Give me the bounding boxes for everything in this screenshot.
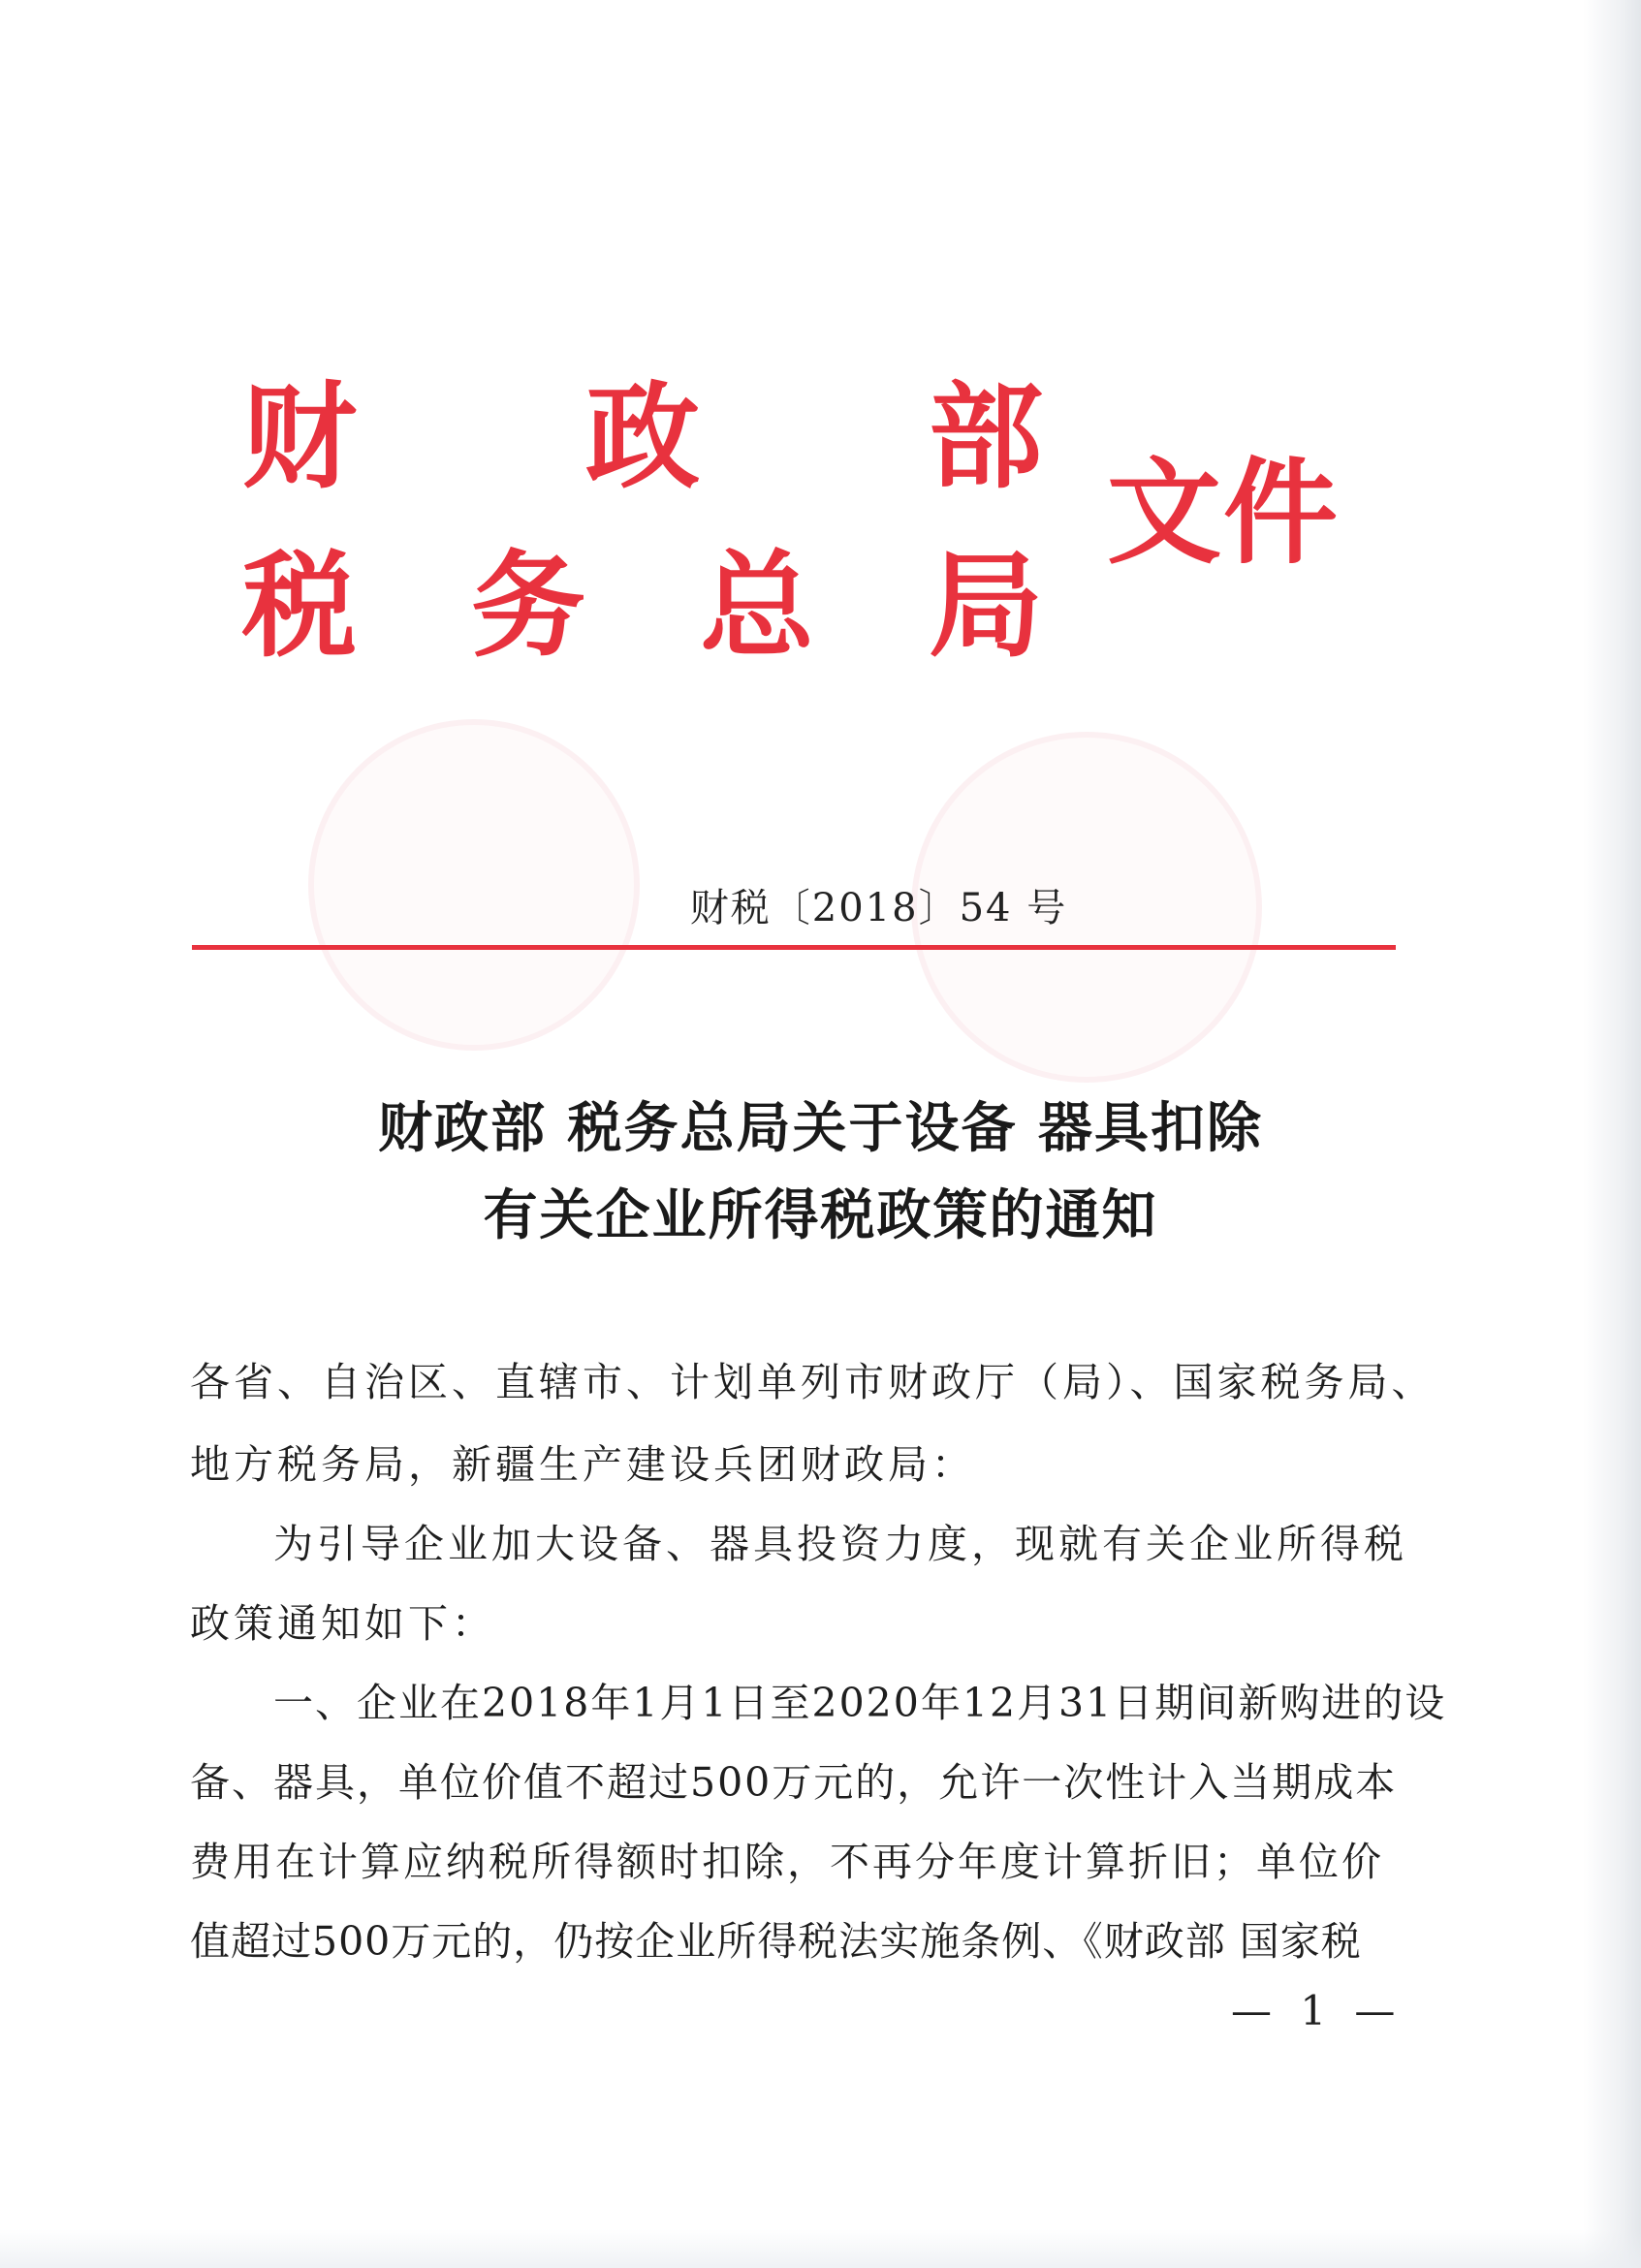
header-doc-type: 文件 — [1107, 445, 1341, 580]
addressee-line1: 各省、自治区、直辖市、计划单列市财政厅（局）、国家税务局、 — [190, 1359, 1436, 1405]
page-number: — 1 — — [1231, 1987, 1404, 2034]
document-number: 财税〔2018〕54 号 — [689, 886, 1068, 930]
header-char-shui: 税 — [242, 538, 358, 673]
header-divider — [192, 945, 1396, 950]
header-char-zong: 总 — [700, 538, 815, 673]
header-char-bu: 部 — [929, 369, 1044, 504]
item1-line3: 费用在计算应纳税所得额时扣除，不再分年度计算折旧；单位价 — [190, 1839, 1384, 1885]
item1-line1: 一、企业在2018年1月1日至2020年12月31日期间新购进的设 — [273, 1680, 1447, 1726]
item1-line4: 值超过500万元的，仍按企业所得税法实施条例、《财政部 国家税 — [190, 1918, 1362, 1965]
header-char-zheng: 政 — [585, 369, 701, 504]
addressee-line2: 地方税务局，新疆生产建设兵团财政局： — [190, 1441, 975, 1488]
header-char-ju: 局 — [929, 538, 1044, 673]
intro-line2: 政策通知如下： — [190, 1600, 495, 1647]
document-title-line1: 财政部 税务总局关于设备 器具扣除 — [378, 1096, 1263, 1160]
header-char-cai: 财 — [242, 369, 358, 504]
document-title-line2: 有关企业所得税政策的通知 — [483, 1183, 1158, 1247]
scan-shadow-bottom — [0, 2229, 1641, 2268]
header-char-wu: 务 — [471, 538, 586, 673]
intro-line1: 为引导企业加大设备、器具投资力度，现就有关企业所得税 — [273, 1521, 1407, 1567]
item1-line2: 备、器具，单位价值不超过500万元的，允许一次性计入当期成本 — [190, 1759, 1398, 1806]
